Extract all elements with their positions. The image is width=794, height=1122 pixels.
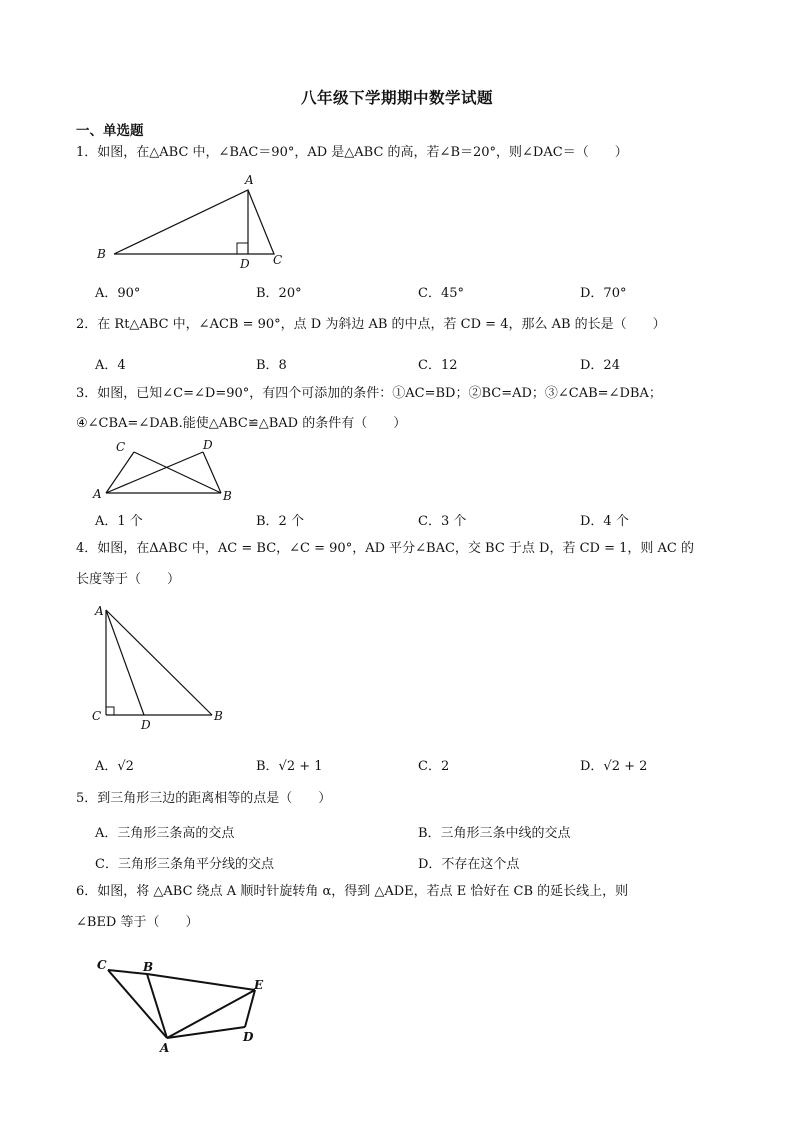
q4-option-c[interactable]: C．2 xyxy=(418,759,450,774)
question-1-stem: 1．如图，在△ABC 中，∠BAC＝90°，AD 是△ABC 的高，若∠B＝20°，则∠DAC＝（ ） xyxy=(76,145,628,160)
right-angle-mark xyxy=(106,707,114,715)
question-2-stem: 2．在 Rt△ABC 中，∠ACB = 90°，点 D 为斜边 AB 的中点，若 CD = 4，那么 AB 的长是（ ） xyxy=(76,317,666,332)
segment-cb xyxy=(108,970,147,974)
label-a: A xyxy=(160,1041,170,1055)
segment-ab xyxy=(106,610,212,715)
label-a: A xyxy=(95,604,104,618)
label-c: C xyxy=(273,253,283,267)
section-heading: 一、单选题 xyxy=(76,123,144,139)
right-angle-mark xyxy=(237,243,248,254)
q2-option-d[interactable]: D．24 xyxy=(580,358,620,373)
question-4-stem-line1: 4．如图，在ΔABC 中，AC = BC，∠C = 90°，AD 平分∠BAC，交 BC 于点 D，若 CD = 1，则 AC 的 xyxy=(76,541,695,556)
q1-option-c[interactable]: C．45° xyxy=(418,286,464,301)
q5-option-c[interactable]: C．三角形三条角平分线的交点 xyxy=(95,857,274,872)
question-4-figure xyxy=(86,598,236,734)
q2-option-c[interactable]: C．12 xyxy=(418,358,458,373)
label-d: D xyxy=(240,257,250,270)
label-e: E xyxy=(254,978,264,992)
q3-option-d[interactable]: D．4 个 xyxy=(580,514,629,529)
segment-ca xyxy=(108,970,167,1038)
q2-option-a[interactable]: A．4 xyxy=(95,358,126,373)
question-6-stem-line1: 6．如图，将 △ABC 绕点 A 顺时针旋转角 α，得到 △ADE，若点 E 恰好在 CB 的延长线上，则 xyxy=(76,884,629,899)
triangle-abc xyxy=(114,190,274,254)
q2-option-b[interactable]: B．8 xyxy=(256,358,287,373)
q5-option-b[interactable]: B．三角形三条中线的交点 xyxy=(418,826,571,841)
label-c: C xyxy=(116,440,126,454)
question-3-figure xyxy=(88,436,248,508)
q5-option-d[interactable]: D．不存在这个点 xyxy=(418,857,520,872)
segment-cb xyxy=(134,452,221,493)
q1-option-a[interactable]: A．90° xyxy=(95,286,141,301)
q3-option-c[interactable]: C．3 个 xyxy=(418,514,467,529)
question-6-figure xyxy=(90,952,280,1057)
label-b: B xyxy=(223,489,232,503)
label-d: D xyxy=(243,1030,254,1044)
q1-option-b[interactable]: B．20° xyxy=(256,286,302,301)
q5-option-a[interactable]: A．三角形三条高的交点 xyxy=(95,826,235,841)
q3-option-a[interactable]: A．1 个 xyxy=(95,514,143,529)
question-4-stem-line2: 长度等于（ ） xyxy=(76,572,181,587)
question-6-stem-line2: ∠BED 等于（ ） xyxy=(76,915,199,930)
label-b: B xyxy=(214,709,223,723)
page-title: 八年级下学期期中数学试题 xyxy=(300,89,493,107)
q3-option-b[interactable]: B．2 个 xyxy=(256,514,304,529)
question-3-stem-line1: 3．如图，已知∠C=∠D=90°，有四个可添加的条件：①AC=BD；②BC=AD；③∠CAB=∠DBA； xyxy=(76,386,662,401)
label-c: C xyxy=(92,709,102,723)
label-a: A xyxy=(245,173,254,187)
q1-option-d[interactable]: D．70° xyxy=(580,286,627,301)
segment-db xyxy=(203,452,221,493)
q4-option-a[interactable]: A．√2 xyxy=(95,759,134,774)
segment-ad xyxy=(106,610,144,715)
question-3-stem-line2: ④∠CBA=∠DAB.能使△ABC≌△BAD 的条件有（ ） xyxy=(76,416,407,431)
q4-option-d[interactable]: D．√2 + 2 xyxy=(580,759,648,774)
label-d: D xyxy=(203,438,213,452)
segment-be xyxy=(147,974,255,990)
question-1-figure xyxy=(90,170,300,270)
label-b: B xyxy=(97,247,106,261)
label-a: A xyxy=(93,487,102,501)
label-b: B xyxy=(143,960,154,974)
label-d: D xyxy=(141,718,151,732)
q4-option-b[interactable]: B．√2 + 1 xyxy=(256,759,323,774)
segment-ba xyxy=(147,974,167,1038)
question-5-stem: 5．到三角形三边的距离相等的点是（ ） xyxy=(76,791,332,806)
label-c: C xyxy=(97,958,107,972)
